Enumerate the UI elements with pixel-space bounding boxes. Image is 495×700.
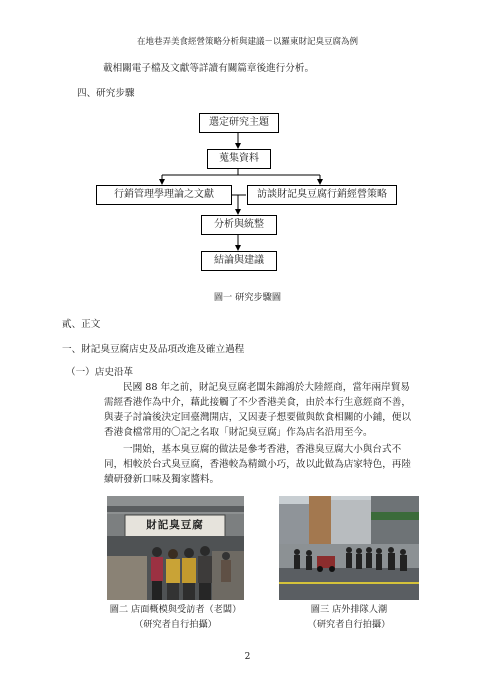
paragraph-2-line: 一開始，基本臭豆腐的做法是參考香港，香港臭豆腐大小與台式不 — [123, 444, 402, 455]
paragraph-1-line: 民國 88 年之前，財記臭豆腐老闆朱錦鴻於大陸經商，當年兩岸貿易 — [123, 382, 410, 393]
paragraph-1-line: 與妻子討論後決定回臺灣開店，又因妻子想要做與飲食相關的小鋪，便以 — [104, 412, 411, 423]
page-number: 2 — [244, 652, 251, 662]
subheading-shop-history: （一）店史沿革 — [66, 367, 134, 378]
flow-step-literature: 行銷管理學理論之文獻 — [96, 185, 232, 205]
figure3-caption: 圖三 店外排隊人潮 — [310, 604, 388, 615]
figure3-credit: （研究者自行拍攝） — [307, 619, 391, 630]
part-heading-body: 貳、正文 — [62, 319, 101, 330]
shop-sign: 財記臭豆腐 — [146, 519, 204, 531]
paragraph-2 — [104, 442, 422, 487]
figure1-caption: 圖一 研究步驟圖 — [213, 292, 282, 303]
paragraph-1 — [104, 380, 422, 440]
paragraph-1-line: 需經香港作為中介，藉此接觸了不少香港美食，由於本行生意經商不善， — [104, 397, 411, 408]
intro-line: 載相關電子檔及文獻等詳讀有關篇章後進行分析。 — [103, 63, 315, 74]
paragraph-1-line: 香港食檔常用的〇記之名取「財記臭豆腐」作為店名沿用至今。 — [104, 427, 373, 438]
figure2-caption: 圖二 店面概模與受訪者（老闆） — [109, 604, 242, 615]
page-header: 在地巷弄美食經營策略分析與建議－以羅東財記臭豆腐為例 — [136, 37, 358, 47]
paragraph-2-line: 同，相較於台式臭豆腐，香港較為精緻小巧，故以此做為店家特色，再陸 — [104, 459, 411, 470]
storefront-photo — [107, 496, 244, 600]
chapter-heading-shop-history: 一、財記臭豆腐店史及品項改進及確立過程 — [62, 344, 245, 355]
flow-step-analysis: 分析與統整 — [201, 215, 277, 235]
figure2-credit: （研究者自行拍攝） — [134, 619, 217, 630]
queue-photo — [279, 496, 419, 600]
flow-step-interview: 訪談財記臭豆腐行銷經營策略 — [247, 185, 397, 205]
flowchart-connectors — [0, 0, 495, 290]
flow-step-collect-data: 蒐集資料 — [207, 149, 271, 169]
flow-step-select-topic: 選定研究主題 — [199, 113, 279, 133]
flow-step-conclusion: 結論與建議 — [201, 251, 277, 271]
paragraph-2-line: 續研發新口味及獨家醬料。 — [104, 474, 220, 485]
section-heading-research-steps: 四、研究步驟 — [77, 88, 135, 99]
